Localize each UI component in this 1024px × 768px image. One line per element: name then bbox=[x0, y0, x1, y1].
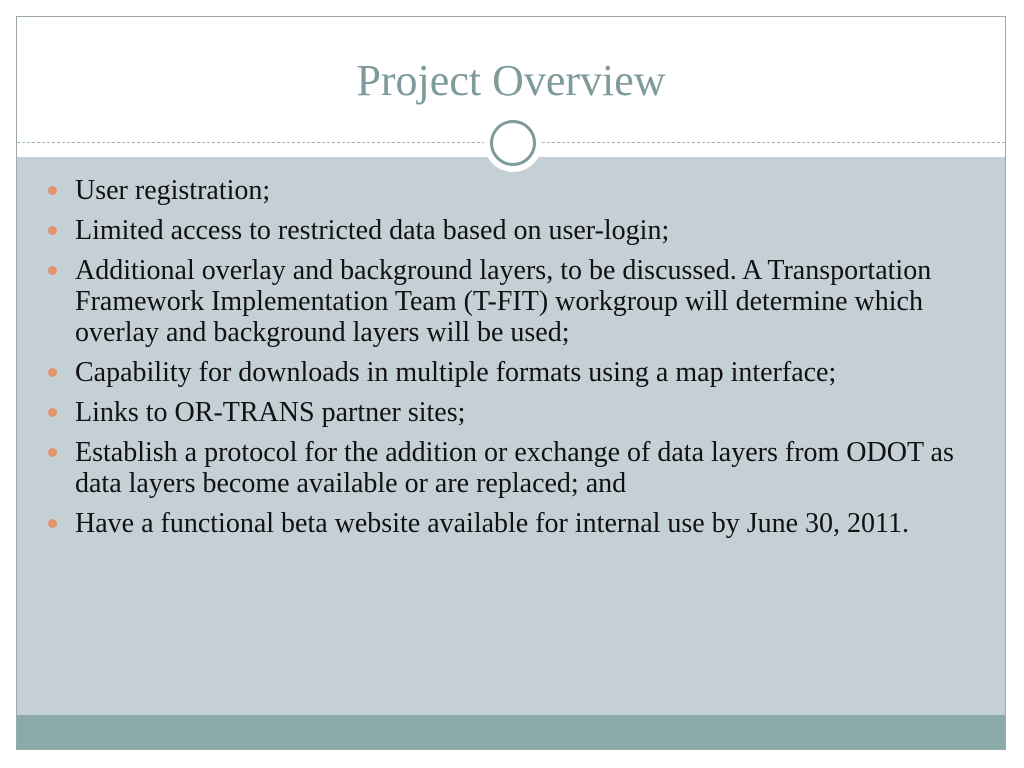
bullet-text: Establish a protocol for the addition or exchange of data layers from ODOT as data layers become available or are replaced; and bbox=[75, 437, 954, 499]
bullet-text: Additional overlay and background layers, to be discussed. A Transportation Framework Implementation Team (T-FIT) workgroup will determine which overlay and background layers will be used; bbox=[75, 255, 932, 348]
bullet-list bbox=[47, 175, 957, 548]
bullet-item bbox=[47, 397, 957, 428]
footer-bar bbox=[17, 715, 1005, 750]
circle-bullet-icon bbox=[48, 226, 57, 235]
bullet-item bbox=[47, 255, 957, 348]
bullet-text: Limited access to restricted data based on user-login; bbox=[75, 215, 670, 246]
bullet-item bbox=[47, 437, 957, 499]
bullet-item bbox=[47, 508, 957, 539]
bullet-text: Have a functional beta website available for internal use by June 30, 2011. bbox=[75, 508, 910, 539]
circle-bullet-icon bbox=[48, 266, 57, 275]
slide-title: Project Overview bbox=[356, 56, 666, 105]
circle-ring-icon bbox=[484, 114, 542, 172]
circle-bullet-icon bbox=[48, 448, 57, 457]
circle-bullet-icon bbox=[48, 408, 57, 417]
bullet-text: User registration; bbox=[75, 175, 271, 206]
circle-bullet-icon bbox=[48, 186, 57, 195]
bullet-item bbox=[47, 357, 957, 388]
bullet-item bbox=[47, 215, 957, 246]
ornament-ring bbox=[490, 120, 536, 166]
bullet-item bbox=[47, 175, 957, 206]
circle-bullet-icon bbox=[48, 368, 57, 377]
circle-bullet-icon bbox=[48, 519, 57, 528]
bullet-text: Capability for downloads in multiple formats using a map interface; bbox=[75, 357, 837, 388]
slide bbox=[16, 16, 1006, 750]
bullet-text: Links to OR-TRANS partner sites; bbox=[75, 397, 466, 428]
